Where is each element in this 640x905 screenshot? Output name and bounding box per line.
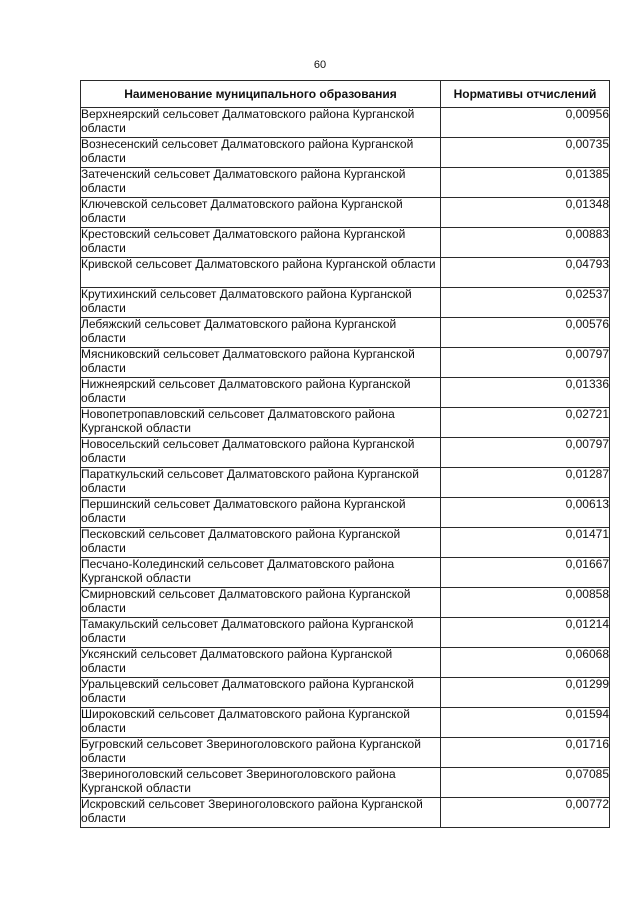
allocation-norm-cell: 0,01471 <box>441 528 610 558</box>
table-row <box>81 408 610 438</box>
allocation-norm-cell: 0,01336 <box>441 378 610 408</box>
municipality-name-cell: Тамакульский сельсовет Далматовского района Курганской области <box>81 618 441 648</box>
municipality-name-cell: Бугровский сельсовет Звериноголовского района Курганской области <box>81 738 441 768</box>
municipality-name-cell: Уральцевский сельсовет Далматовского района Курганской области <box>81 678 441 708</box>
table-row <box>81 348 610 378</box>
allocation-norm-cell: 0,01299 <box>441 678 610 708</box>
municipality-name-cell: Звериноголовский сельсовет Звериноголовского района Курганской области <box>81 768 441 798</box>
allocation-norm-cell: 0,01214 <box>441 618 610 648</box>
allocation-norm-cell: 0,01667 <box>441 558 610 588</box>
municipality-name-cell: Нижнеярский сельсовет Далматовского района Курганской области <box>81 378 441 408</box>
municipality-name-cell: Крестовский сельсовет Далматовского района Курганской области <box>81 228 441 258</box>
allocation-norm-cell: 0,00772 <box>441 798 610 828</box>
table-row <box>81 768 610 798</box>
table-row <box>81 288 610 318</box>
table-row <box>81 708 610 738</box>
municipality-name-cell: Уксянский сельсовет Далматовского района Курганской области <box>81 648 441 678</box>
table-row <box>81 498 610 528</box>
municipality-name-cell: Крутихинский сельсовет Далматовского района Курганской области <box>81 288 441 318</box>
column-header-allocation-norms: Нормативы отчислений <box>441 81 610 108</box>
allocation-norm-cell: 0,00797 <box>441 348 610 378</box>
allocation-norm-cell: 0,00956 <box>441 108 610 138</box>
table-row <box>81 558 610 588</box>
municipality-name-cell: Широковский сельсовет Далматовского района Курганской области <box>81 708 441 738</box>
table-row <box>81 318 610 348</box>
table-row <box>81 228 610 258</box>
allocation-norm-cell: 0,01716 <box>441 738 610 768</box>
allocation-norm-cell: 0,00858 <box>441 588 610 618</box>
table-row <box>81 528 610 558</box>
municipality-name-cell: Мясниковский сельсовет Далматовского района Курганской области <box>81 348 441 378</box>
municipality-name-cell: Песчано-Колединский сельсовет Далматовского района Курганской области <box>81 558 441 588</box>
municipality-name-cell: Новосельский сельсовет Далматовского района Курганской области <box>81 438 441 468</box>
municipality-name-cell: Параткульский сельсовет Далматовского района Курганской области <box>81 468 441 498</box>
allocation-norm-cell: 0,00797 <box>441 438 610 468</box>
allocation-norm-cell: 0,01594 <box>441 708 610 738</box>
table-body <box>81 108 610 828</box>
table-row <box>81 438 610 468</box>
page-number: 60 <box>313 59 327 71</box>
allocation-norm-cell: 0,00883 <box>441 228 610 258</box>
municipality-name-cell: Верхнеярский сельсовет Далматовского района Курганской области <box>81 108 441 138</box>
allocation-norm-cell: 0,07085 <box>441 768 610 798</box>
table-row <box>81 588 610 618</box>
allocation-norm-cell: 0,00613 <box>441 498 610 528</box>
table-header-row <box>81 81 610 108</box>
table-row <box>81 618 610 648</box>
municipality-name-cell: Ключевской сельсовет Далматовского района Курганской области <box>81 198 441 228</box>
allocation-norms-table <box>80 80 610 828</box>
column-header-municipality: Наименование муниципального образования <box>81 81 441 108</box>
allocation-norm-cell: 0,00735 <box>441 138 610 168</box>
allocation-norm-cell: 0,01287 <box>441 468 610 498</box>
allocation-norm-cell: 0,02721 <box>441 408 610 438</box>
municipality-name-cell: Першинский сельсовет Далматовского района Курганской области <box>81 498 441 528</box>
table-row <box>81 678 610 708</box>
municipality-name-cell: Смирновский сельсовет Далматовского района Курганской области <box>81 588 441 618</box>
municipality-name-cell: Песковский сельсовет Далматовского района Курганской области <box>81 528 441 558</box>
table-row <box>81 168 610 198</box>
municipality-name-cell: Вознесенский сельсовет Далматовского района Курганской области <box>81 138 441 168</box>
table-row <box>81 138 610 168</box>
municipality-name-cell: Затеченский сельсовет Далматовского района Курганской области <box>81 168 441 198</box>
municipality-name-cell: Кривской сельсовет Далматовского района Курганской области <box>81 258 441 288</box>
municipality-name-cell: Лебяжский сельсовет Далматовского района Курганской области <box>81 318 441 348</box>
allocation-norm-cell: 0,02537 <box>441 288 610 318</box>
municipality-name-cell: Новопетропавловский сельсовет Далматовского района Курганской области <box>81 408 441 438</box>
table-row <box>81 258 610 288</box>
allocation-norm-cell: 0,04793 <box>441 258 610 288</box>
table-row <box>81 468 610 498</box>
table-row <box>81 378 610 408</box>
table-row <box>81 798 610 828</box>
allocation-norm-cell: 0,01348 <box>441 198 610 228</box>
municipality-name-cell: Искровский сельсовет Звериноголовского района Курганской области <box>81 798 441 828</box>
allocation-norm-cell: 0,00576 <box>441 318 610 348</box>
table-row <box>81 738 610 768</box>
allocation-norm-cell: 0,06068 <box>441 648 610 678</box>
table-row <box>81 648 610 678</box>
table-row <box>81 198 610 228</box>
allocation-norm-cell: 0,01385 <box>441 168 610 198</box>
table-row <box>81 108 610 138</box>
